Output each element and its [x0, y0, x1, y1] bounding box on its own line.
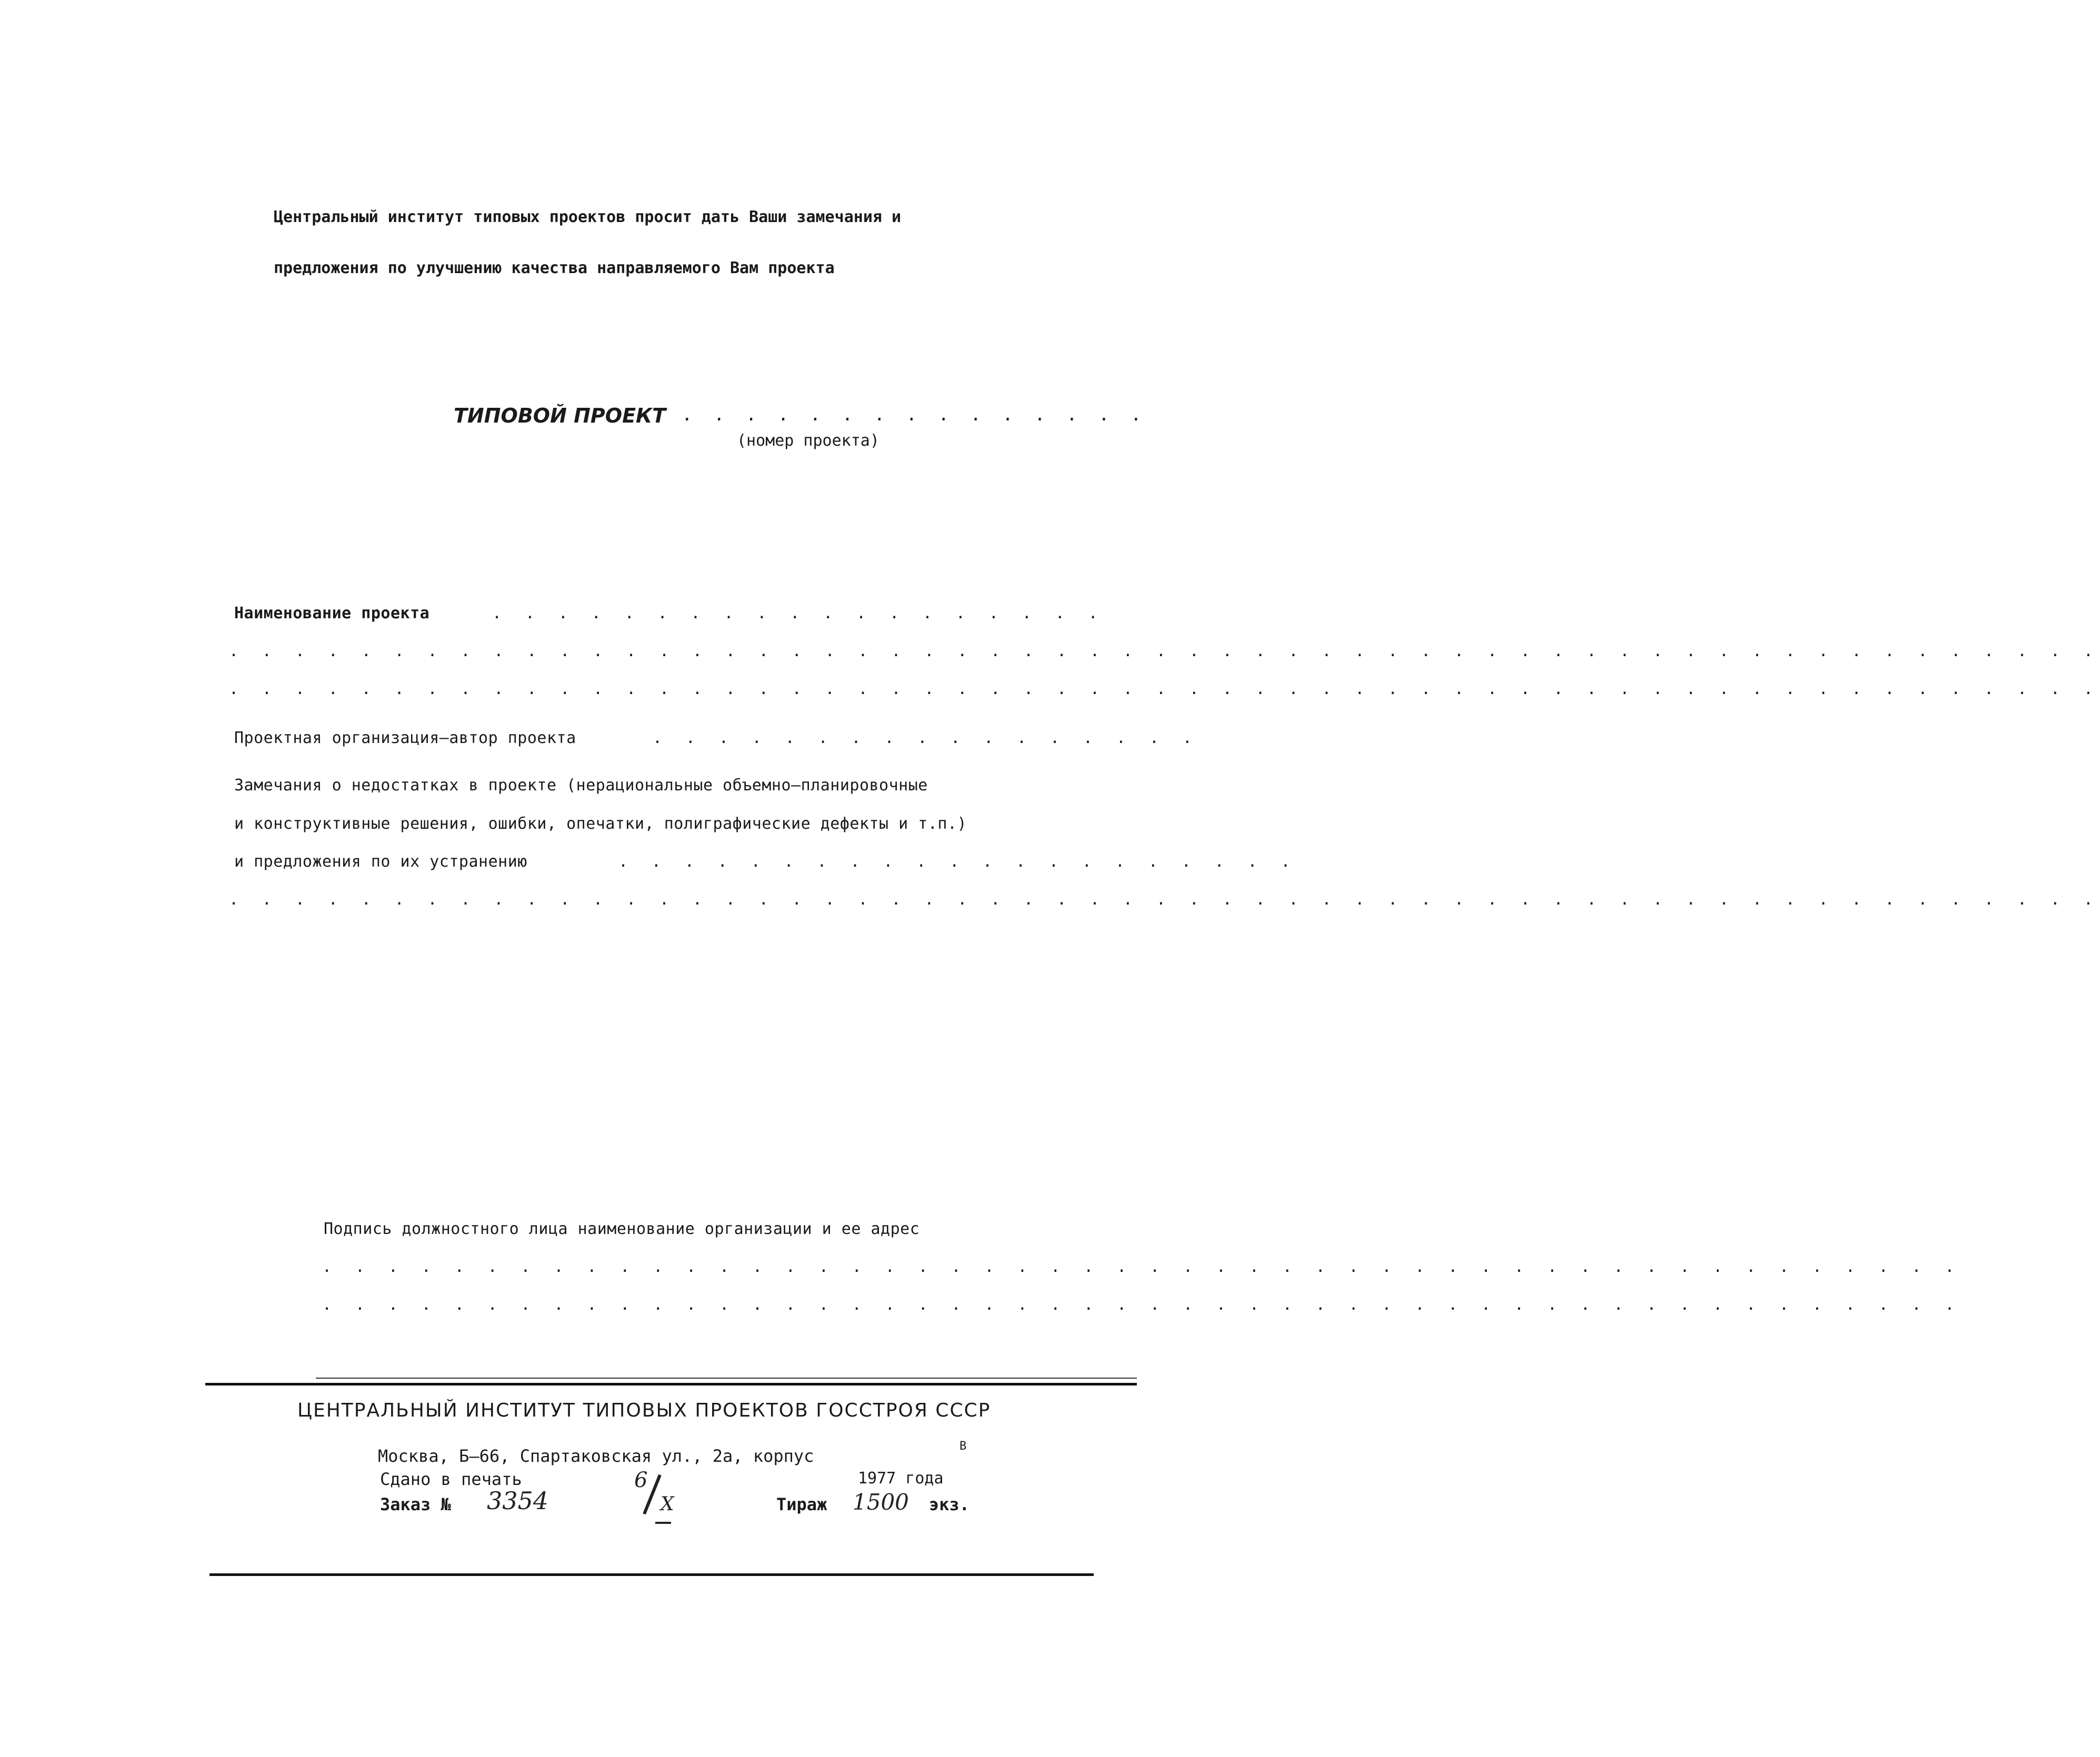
- signature-dots-2: . . . . . . . . . . . . . . . . . . . . . . . . . . . . . . . . . . . . . . . . . . . . . . . . . .: [322, 1296, 1962, 1314]
- intro-line-2: предложения по улучшению качества направляемого Вам проекта: [274, 259, 835, 277]
- intro-line-1: Центральный институт типовых проектов просит дать Ваши замечания и: [274, 208, 902, 226]
- corpus-mark: В: [959, 1440, 967, 1453]
- remarks-dots: . . . . . . . . . . . . . . . . . . . . .: [618, 852, 1297, 871]
- remarks-line-1: Замечания о недостатках в проекте (нерациональные объемно–планировочные: [234, 776, 928, 795]
- project-number-dots: . . . . . . . . . . . . . . .: [682, 404, 1147, 425]
- remarks-line-2: и конструктивные решения, ошибки, опечатки, полиграфические дефекты и т.п.): [234, 815, 967, 833]
- order-label: Заказ №: [380, 1494, 451, 1514]
- fraction-underline: [655, 1522, 671, 1524]
- org-label: Проектная организация–автор проекта: [234, 729, 576, 747]
- fraction-denominator: X: [661, 1493, 674, 1515]
- imprint-bottom-rule: [209, 1573, 1094, 1576]
- submitted-label: Сдано в печать: [380, 1469, 522, 1489]
- project-title: ТИПОВОЙ ПРОЕКТ: [454, 404, 666, 427]
- project-name-dots-2: . . . . . . . . . . . . . . . . . . . . . . . . . . . . . . . . . . . . . . . . . . . . . . . . . . . . . . . . .: [229, 642, 2100, 660]
- order-number: 3354: [487, 1487, 549, 1515]
- print-run-label: Тираж: [776, 1494, 827, 1514]
- project-number-caption: (номер проекта): [737, 431, 879, 450]
- institute-name: ЦЕНТРАЛЬНЫЙ ИНСТИТУТ ТИПОВЫХ ПРОЕКТОВ ГОССТРОЯ СССР: [297, 1400, 991, 1421]
- imprint-address: Москва, Б–66, Спартаковская ул., 2а, корпус: [378, 1446, 814, 1466]
- imprint-top-rule: [205, 1383, 1137, 1385]
- org-dots: . . . . . . . . . . . . . . . . .: [653, 729, 1199, 747]
- print-run-value: 1500: [853, 1489, 909, 1515]
- remarks-line-3: и предложения по их устранению: [234, 852, 527, 871]
- imprint-top-rule-thin: [316, 1378, 1137, 1379]
- remarks-dots-2: . . . . . . . . . . . . . . . . . . . . . . . . . . . . . . . . . . . . . . . . . . . . . . . . . . . . . . . . .: [229, 890, 2100, 909]
- fraction-numerator: 6: [634, 1468, 648, 1492]
- project-name-dots-3: . . . . . . . . . . . . . . . . . . . . . . . . . . . . . . . . . . . . . . . . . . . . . . . . . . . . . . . . .: [229, 680, 2100, 698]
- project-name-label: Наименование проекта: [234, 604, 430, 623]
- year-text: 1977 года: [858, 1469, 944, 1488]
- signature-dots-1: . . . . . . . . . . . . . . . . . . . . . . . . . . . . . . . . . . . . . . . . . . . . . . . . . .: [322, 1258, 1962, 1276]
- print-run-unit: экз.: [929, 1494, 970, 1514]
- signature-label: Подпись должностного лица наименование организации и ее адрес: [324, 1220, 920, 1238]
- project-name-dots: . . . . . . . . . . . . . . . . . . .: [492, 604, 1105, 623]
